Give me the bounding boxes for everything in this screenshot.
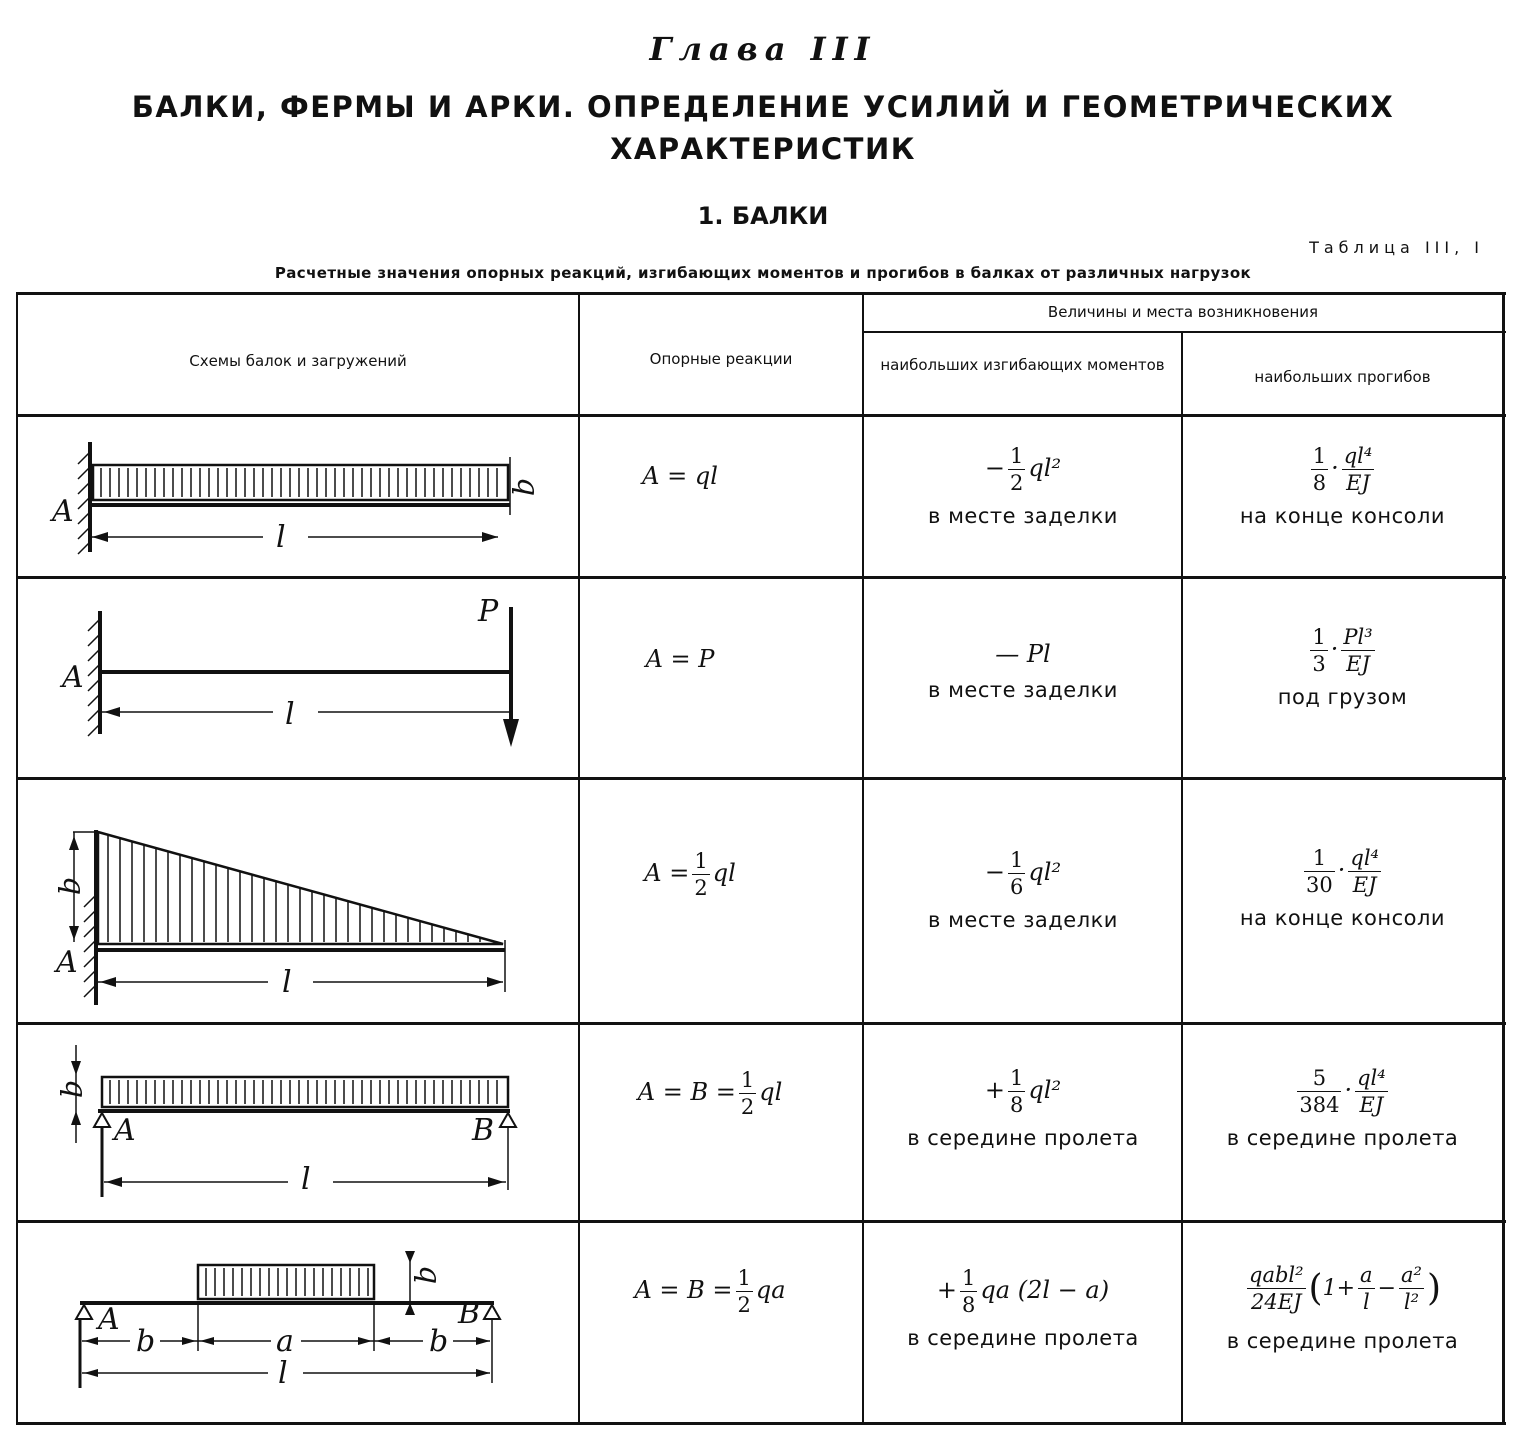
label-b-left: b [136, 1324, 156, 1359]
label-b-right: b [429, 1324, 449, 1359]
label-load: q [58, 1079, 93, 1099]
label-span: l [285, 697, 295, 732]
header-deflections: наибольших прогибов [1254, 368, 1431, 386]
scheme-cantilever-uniform-load [18, 417, 578, 576]
deflection-formula: $\frac{1}{8}$ · $\frac{\text{ql⁴}}{EJ}$ [1312, 444, 1373, 495]
label-load: q [56, 876, 91, 896]
reaction-formula: A = $\frac{1}{2}$ ql [644, 849, 736, 900]
label-span: l [282, 965, 292, 1000]
moment-location: в месте заделки [928, 504, 1118, 528]
header-moments: наибольших изгибающих моментов [880, 356, 1165, 374]
main-title-line1: БАЛКИ, ФЕРМЫ И АРКИ. ОПРЕДЕЛЕНИЕ УСИЛИЙ И ГЕОМЕТРИЧЕСКИХ [131, 90, 1395, 124]
moment-location: в середине пролета [907, 1326, 1139, 1350]
deflection-location: под грузом [1277, 685, 1408, 709]
scheme-cantilever-triangular-load [18, 780, 578, 1022]
deflection-cell [1183, 1065, 1502, 1150]
deflection-cell [1183, 1262, 1502, 1353]
label-support-b: B [458, 1296, 481, 1331]
deflection-cell [1183, 624, 1502, 709]
label-load: P [478, 594, 499, 629]
deflection-location: в середине пролета [1226, 1126, 1459, 1150]
label-span: l [278, 1356, 288, 1391]
moment-cell [864, 640, 1182, 702]
reaction-formula: A = B = $\frac{1}{2}$ ql [637, 1068, 783, 1119]
deflection-location: на конце консоли [1239, 906, 1446, 930]
deflection-formula: $\frac{5}{384}$ · $\frac{\text{ql⁴}}{EJ}$ [1299, 1066, 1386, 1117]
header-reactions: Опорные реакции [649, 350, 793, 368]
table-number: Таблица III, I [1309, 238, 1484, 257]
label-support-a: A [56, 945, 78, 980]
label-load: q [510, 477, 545, 497]
label-span: l [276, 520, 286, 555]
label-a: a [276, 1324, 294, 1359]
scheme-simple-beam-uniform-load [18, 1025, 578, 1220]
moment-formula: + $\frac{1}{8}$ ql² [984, 1066, 1062, 1117]
deflection-location: в середине пролета [1226, 1329, 1459, 1353]
moment-cell [864, 1265, 1182, 1350]
label-span: l [301, 1162, 311, 1197]
deflection-cell [1183, 845, 1502, 930]
moment-location: в середине пролета [907, 1126, 1139, 1150]
reaction-formula: A = B = $\frac{1}{2}$ qa [634, 1266, 786, 1317]
label-load: q [412, 1265, 447, 1285]
moment-location: в месте заделки [928, 678, 1118, 702]
table-caption: Расчетные значения опорных реакций, изгибающих моментов и прогибов в балках от различных нагрузок [274, 264, 1252, 282]
label-support-a: A [98, 1302, 120, 1337]
deflection-formula: $\frac{\text{qabl²}}{24EJ}$ (1+ $\frac{a}{l}$ − $\frac{\text{a²}}{\text{l²}}$ ) [1249, 1263, 1441, 1314]
moment-cell [864, 443, 1182, 528]
scheme-cantilever-point-load [18, 579, 578, 777]
deflection-formula: $\frac{1}{3}$ · $\frac{\text{Pl³}}{EJ}$ [1312, 625, 1373, 676]
deflection-formula: $\frac{1}{30}$ · $\frac{\text{ql⁴}}{EJ}$ [1306, 846, 1379, 897]
label-support-a: A [52, 494, 74, 529]
moment-formula: − $\frac{1}{2}$ ql² [984, 444, 1062, 495]
reaction-formula: A = P [645, 645, 715, 673]
moment-location: в месте заделки [928, 908, 1118, 932]
label-support-a: A [62, 660, 84, 695]
moment-formula: + $\frac{1}{8}$ qa (2l − a) [936, 1266, 1110, 1317]
moment-cell [864, 1065, 1182, 1150]
label-support-a: A [114, 1113, 136, 1148]
deflection-location: на конце консоли [1239, 504, 1446, 528]
section-title: 1. БАЛКИ [697, 202, 829, 230]
moment-cell [864, 847, 1182, 932]
moment-formula: — Pl [995, 640, 1051, 668]
chapter-title: Глава III [649, 30, 877, 68]
moment-formula: − $\frac{1}{6}$ ql² [984, 848, 1062, 899]
reaction-formula: A = ql [642, 462, 718, 490]
header-schemes: Схемы балок и загружений [189, 352, 407, 370]
header-group: Величины и места возникновения [1047, 303, 1319, 321]
main-title-line2: ХАРАКТЕРИСТИК [610, 132, 916, 166]
deflection-cell [1183, 443, 1502, 528]
label-support-b: B [472, 1113, 495, 1148]
scheme-simple-beam-partial-load [18, 1223, 578, 1422]
